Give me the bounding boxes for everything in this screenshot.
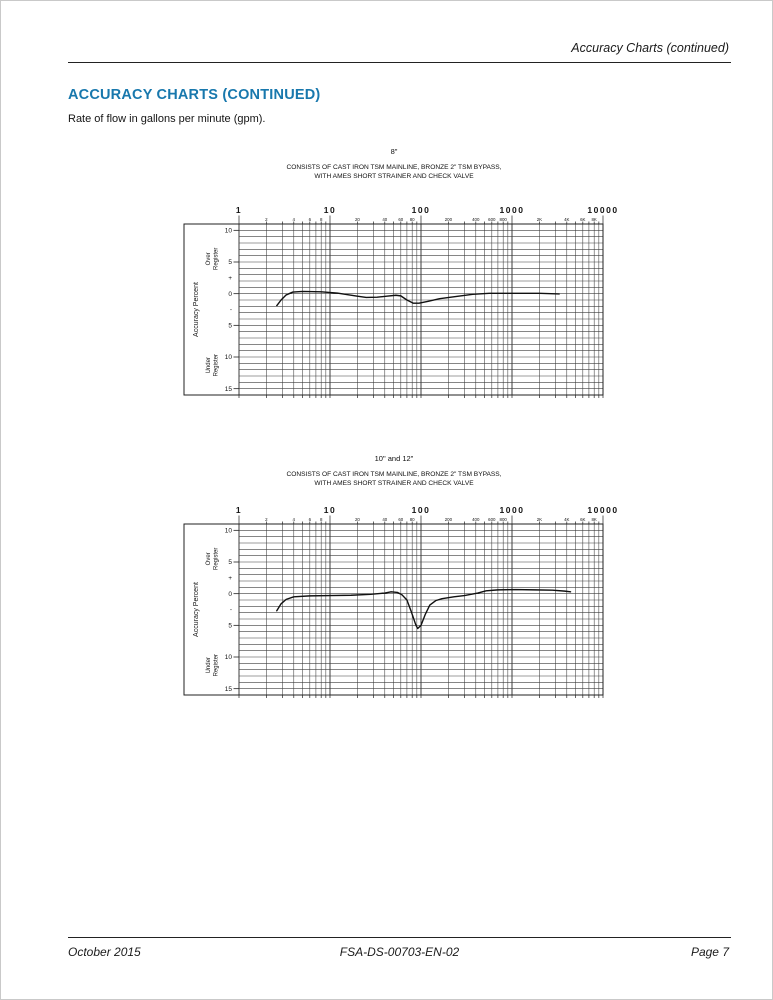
y-tick-label: -: [229, 606, 232, 614]
x-major-tick-label: 1000: [499, 205, 525, 215]
x-major-tick-label: 10: [323, 505, 337, 515]
y-tick-label: 10: [224, 527, 232, 535]
x-minor-tick-label: 200: [444, 517, 453, 522]
under-register-label: Register: [213, 654, 220, 677]
footer-document-number: FSA-DS-00703-EN-02: [339, 945, 460, 959]
x-minor-tick-label: 40: [382, 517, 388, 522]
x-minor-tick-label: 2: [265, 517, 268, 522]
y-tick-label: 10: [224, 354, 232, 362]
x-major-tick-label: 1: [235, 505, 243, 515]
footer-rule: [68, 937, 731, 938]
x-minor-tick-label: 80: [409, 217, 415, 222]
x-minor-tick-label: 6: [308, 517, 312, 522]
x-minor-tick-label: 4K: [564, 517, 570, 522]
under-register-label: Under: [206, 357, 212, 374]
y-axis-title: Accuracy Percent: [193, 582, 200, 637]
x-major-tick-label: 10000: [587, 505, 619, 515]
chart1-consists-line2: WITH AMES SHORT STRAINER AND CHECK VALVE: [314, 173, 474, 180]
x-minor-tick-label: 400: [472, 217, 480, 222]
x-minor-tick-label: 40: [382, 217, 388, 222]
footer-page-number: Page 7: [690, 945, 729, 959]
x-minor-tick-label: 400: [472, 517, 480, 522]
x-minor-tick-label: 4: [292, 217, 296, 222]
x-minor-tick-label: 60: [398, 517, 404, 522]
x-minor-tick-label: 60: [398, 217, 404, 222]
y-tick-label: 0: [228, 590, 232, 598]
x-minor-tick-label: 8K: [591, 517, 597, 522]
chart1-caption: [157, 147, 631, 181]
y-tick-label: +: [228, 575, 232, 583]
x-minor-tick-label: 6K: [580, 217, 586, 222]
over-register-label: Register: [213, 247, 220, 271]
x-minor-tick-label: 80: [409, 517, 415, 522]
chart1-consists-line1: CONSISTS OF CAST IRON TSM MAINLINE, BRONZE 2" TSM BYPASS,: [286, 164, 502, 171]
under-register-label: Under: [206, 657, 212, 674]
x-minor-tick-label: 4K: [564, 217, 570, 222]
y-tick-label: 0: [228, 290, 232, 298]
x-major-tick-label: 10000: [587, 205, 619, 215]
x-major-tick-label: 100: [411, 505, 431, 515]
y-axis-title: Accuracy Percent: [193, 282, 200, 337]
x-minor-tick-label: 6: [308, 217, 312, 222]
chart2-consists-line2: WITH AMES SHORT STRAINER AND CHECK VALVE: [314, 480, 474, 487]
y-tick-label: -: [229, 306, 232, 314]
chart2-caption: [157, 454, 631, 488]
x-minor-tick-label: 600: [488, 217, 496, 222]
x-major-tick-label: 100: [411, 205, 431, 215]
page-subtitle: Rate of flow in gallons per minute (gpm).: [68, 113, 266, 125]
y-tick-label: 10: [224, 227, 232, 235]
accuracy-chart-10-12in: [161, 499, 631, 701]
chart1-title: 8": [390, 147, 398, 156]
x-minor-tick-label: 20: [354, 217, 360, 222]
accuracy-curve-10-12in: [277, 590, 571, 629]
x-minor-tick-label: 6K: [580, 517, 586, 522]
under-register-label: Register: [213, 354, 220, 377]
x-minor-tick-label: 8K: [591, 217, 597, 222]
y-tick-label: 5: [228, 322, 232, 330]
over-register-label: Over: [206, 552, 212, 566]
footer-date: October 2015: [68, 945, 141, 959]
x-minor-tick-label: 4: [292, 517, 296, 522]
x-major-tick-label: 10: [323, 205, 337, 215]
over-register-label: Over: [206, 252, 212, 266]
y-tick-label: 15: [224, 685, 232, 693]
x-minor-tick-label: 600: [488, 517, 496, 522]
running-header: Accuracy Charts (continued): [571, 41, 729, 55]
header-rule: [68, 62, 731, 63]
x-minor-tick-label: 2K: [536, 517, 543, 522]
x-major-tick-label: 1000: [499, 505, 525, 515]
x-minor-tick-label: 2K: [536, 217, 543, 222]
y-tick-label: 5: [228, 622, 232, 630]
y-tick-label: +: [228, 275, 232, 283]
x-minor-tick-label: 800: [499, 217, 507, 222]
x-minor-tick-label: 2: [265, 217, 268, 222]
x-minor-tick-label: 800: [499, 517, 507, 522]
y-tick-label: 5: [228, 259, 232, 267]
page-title: ACCURACY CHARTS (CONTINUED): [68, 87, 321, 103]
accuracy-chart-8in: [161, 199, 631, 401]
y-tick-label: 15: [224, 385, 232, 393]
x-major-tick-label: 1: [235, 205, 243, 215]
chart2-consists-line1: CONSISTS OF CAST IRON TSM MAINLINE, BRONZE 2" TSM BYPASS,: [286, 471, 502, 478]
y-tick-label: 5: [228, 559, 232, 567]
x-minor-tick-label: 8: [319, 217, 323, 222]
over-register-label: Register: [213, 547, 220, 571]
y-tick-label: 10: [224, 654, 232, 662]
x-minor-tick-label: 20: [354, 517, 360, 522]
x-minor-tick-label: 8: [319, 517, 323, 522]
chart2-title: 10" and 12": [374, 454, 414, 463]
x-minor-tick-label: 200: [444, 217, 453, 222]
